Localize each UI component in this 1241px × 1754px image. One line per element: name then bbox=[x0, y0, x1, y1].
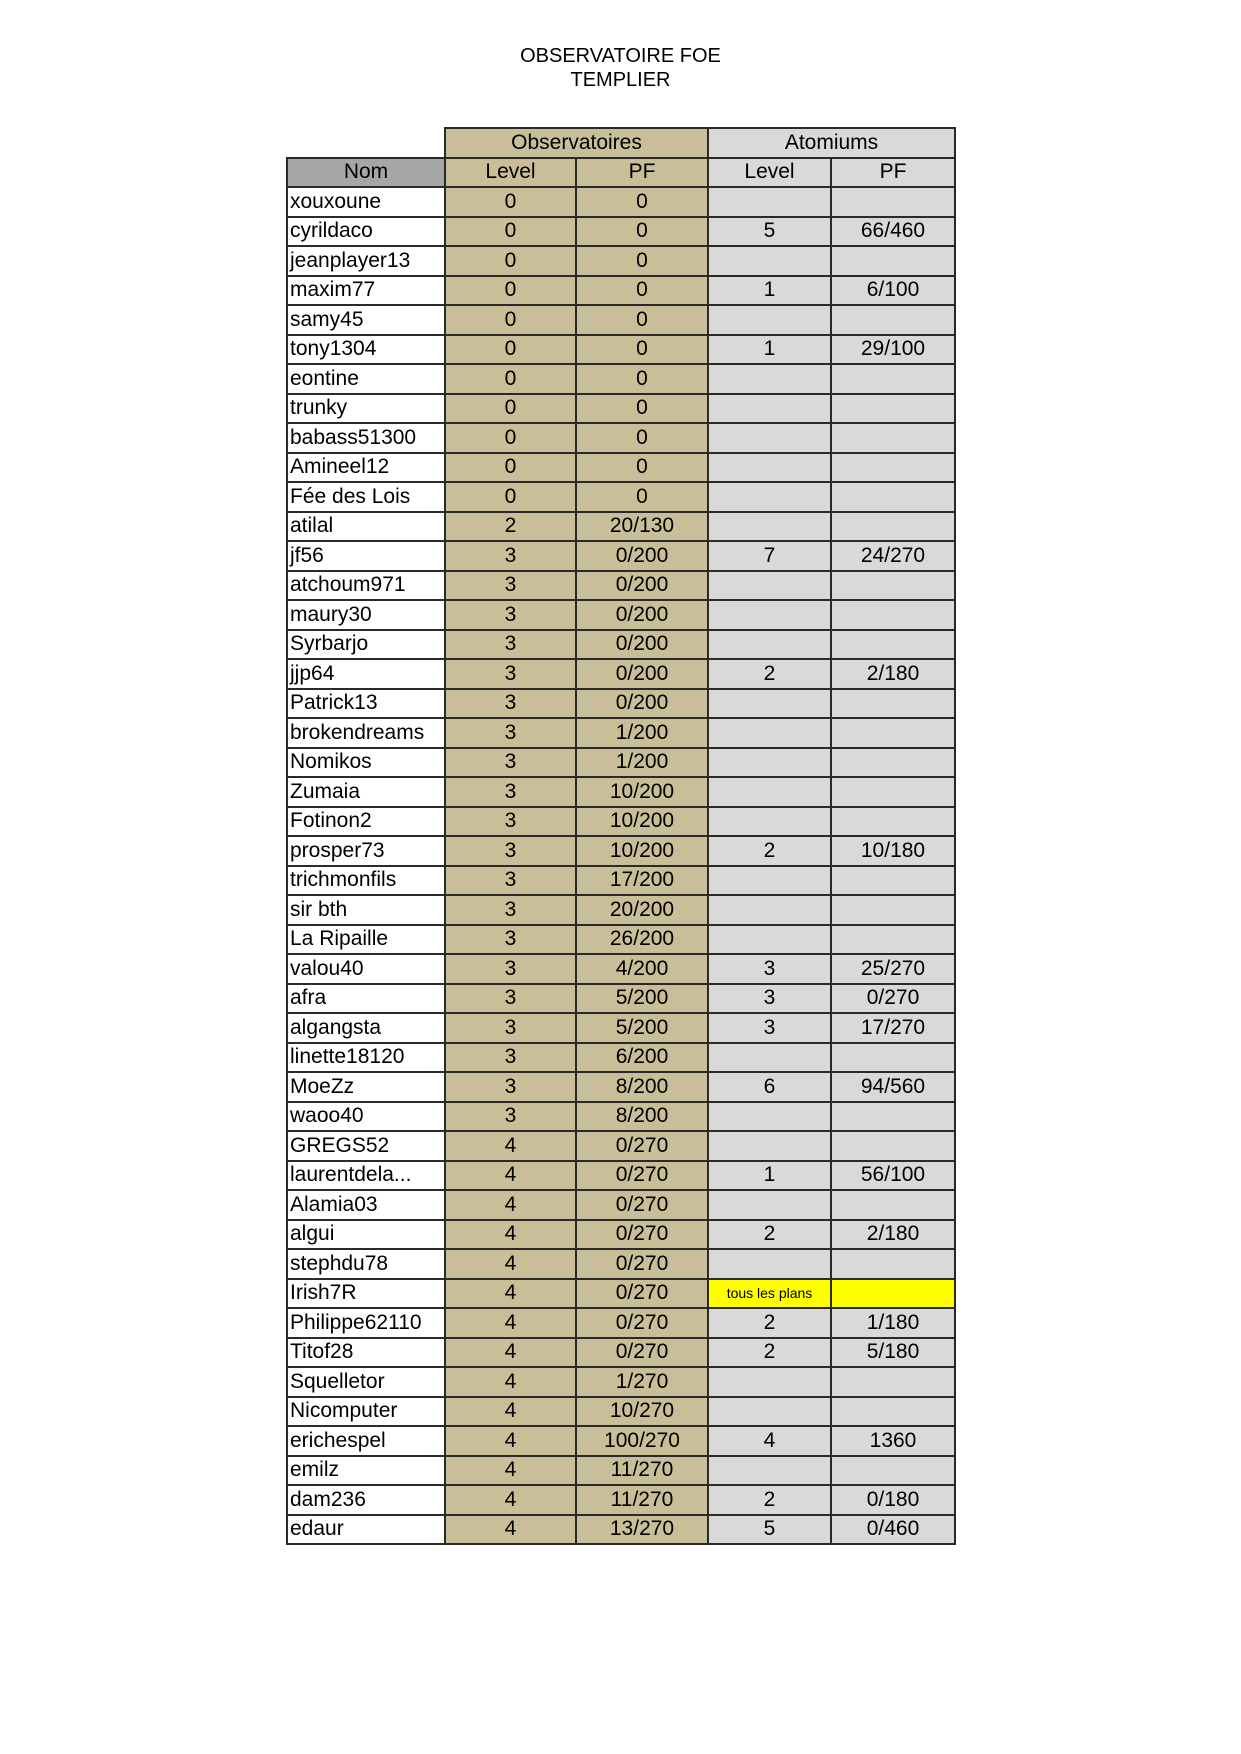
table-row bbox=[287, 1013, 955, 1043]
table-row bbox=[287, 718, 955, 748]
table-row bbox=[287, 1308, 955, 1338]
atom-pf-cell bbox=[831, 482, 955, 512]
atom-level-cell: 3 bbox=[708, 1013, 831, 1043]
table-row bbox=[287, 1220, 955, 1250]
player-name-cell: Fotinon2 bbox=[287, 807, 445, 837]
player-name-cell: Zumaia bbox=[287, 777, 445, 807]
atom-level-cell bbox=[708, 187, 831, 217]
observatoires-group-header: Observatoires bbox=[445, 128, 708, 158]
obs-pf-cell: 10/270 bbox=[576, 1397, 708, 1427]
obs-pf-cell: 1/270 bbox=[576, 1367, 708, 1397]
atom-level-cell bbox=[708, 718, 831, 748]
atom-level-cell: 3 bbox=[708, 984, 831, 1014]
atom-level-cell bbox=[708, 866, 831, 896]
obs-pf-cell: 10/200 bbox=[576, 777, 708, 807]
player-name-cell: algui bbox=[287, 1220, 445, 1250]
atom-pf-cell: 94/560 bbox=[831, 1072, 955, 1102]
obs-pf-cell: 0 bbox=[576, 394, 708, 424]
atom-pf-cell bbox=[831, 246, 955, 276]
atom-level-cell bbox=[708, 1367, 831, 1397]
player-name-cell: stephdu78 bbox=[287, 1249, 445, 1279]
atom-level-cell bbox=[708, 1131, 831, 1161]
obs-pf-cell: 0/270 bbox=[576, 1161, 708, 1191]
obs-level-cell: 4 bbox=[445, 1131, 576, 1161]
table-row bbox=[287, 659, 955, 689]
obs-level-cell: 3 bbox=[445, 807, 576, 837]
table-row bbox=[287, 512, 955, 542]
obs-pf-column-header: PF bbox=[576, 158, 708, 188]
player-name-cell: Syrbarjo bbox=[287, 630, 445, 660]
player-name-cell: jeanplayer13 bbox=[287, 246, 445, 276]
obs-level-cell: 4 bbox=[445, 1279, 576, 1309]
player-name-cell: jjp64 bbox=[287, 659, 445, 689]
atom-level-cell: 2 bbox=[708, 1338, 831, 1368]
obs-level-cell: 3 bbox=[445, 659, 576, 689]
player-name-cell: xouxoune bbox=[287, 187, 445, 217]
atom-level-cell bbox=[708, 423, 831, 453]
atom-pf-cell: 1/180 bbox=[831, 1308, 955, 1338]
obs-pf-cell: 8/200 bbox=[576, 1072, 708, 1102]
obs-level-cell: 0 bbox=[445, 453, 576, 483]
table-row bbox=[287, 1515, 955, 1545]
player-name-cell: jf56 bbox=[287, 541, 445, 571]
obs-level-cell: 4 bbox=[445, 1426, 576, 1456]
atom-level-cell bbox=[708, 777, 831, 807]
atom-pf-cell bbox=[831, 512, 955, 542]
atom-level-cell bbox=[708, 1043, 831, 1073]
atom-level-cell: 5 bbox=[708, 1515, 831, 1545]
atom-pf-column-header: PF bbox=[831, 158, 955, 188]
atom-pf-cell bbox=[831, 895, 955, 925]
obs-pf-cell: 0/270 bbox=[576, 1220, 708, 1250]
obs-pf-cell: 6/200 bbox=[576, 1043, 708, 1073]
title-line-2: TEMPLIER bbox=[570, 69, 671, 91]
table-row bbox=[287, 895, 955, 925]
atom-level-cell bbox=[708, 246, 831, 276]
atom-level-cell: 2 bbox=[708, 1220, 831, 1250]
atom-level-cell bbox=[708, 1190, 831, 1220]
atom-pf-cell bbox=[831, 1279, 955, 1309]
table-row bbox=[287, 1043, 955, 1073]
player-name-cell: brokendreams bbox=[287, 718, 445, 748]
obs-level-cell: 3 bbox=[445, 748, 576, 778]
column-header-row bbox=[287, 158, 955, 188]
obs-level-cell: 4 bbox=[445, 1515, 576, 1545]
player-name-cell: trunky bbox=[287, 394, 445, 424]
table-row bbox=[287, 1397, 955, 1427]
obs-level-cell: 0 bbox=[445, 246, 576, 276]
player-name-cell: laurentdela... bbox=[287, 1161, 445, 1191]
obs-pf-cell: 5/200 bbox=[576, 984, 708, 1014]
obs-level-cell: 4 bbox=[445, 1161, 576, 1191]
obs-pf-cell: 0/270 bbox=[576, 1131, 708, 1161]
table-row bbox=[287, 1161, 955, 1191]
atom-pf-cell bbox=[831, 394, 955, 424]
atom-level-cell: tous les plans bbox=[708, 1279, 831, 1309]
obs-pf-cell: 0/200 bbox=[576, 571, 708, 601]
atom-level-cell bbox=[708, 600, 831, 630]
obs-pf-cell: 0/200 bbox=[576, 541, 708, 571]
table-row bbox=[287, 571, 955, 601]
player-name-cell: waoo40 bbox=[287, 1102, 445, 1132]
obs-level-cell: 3 bbox=[445, 630, 576, 660]
player-name-cell: trichmonfils bbox=[287, 866, 445, 896]
table-row bbox=[287, 748, 955, 778]
obs-level-cell: 3 bbox=[445, 777, 576, 807]
obs-level-cell: 3 bbox=[445, 984, 576, 1014]
table-row bbox=[287, 836, 955, 866]
atom-pf-cell: 2/180 bbox=[831, 659, 955, 689]
obs-pf-cell: 10/200 bbox=[576, 807, 708, 837]
atom-pf-cell: 0/270 bbox=[831, 984, 955, 1014]
obs-level-cell: 0 bbox=[445, 187, 576, 217]
table-row bbox=[287, 954, 955, 984]
player-name-cell: Fée des Lois bbox=[287, 482, 445, 512]
obs-pf-cell: 8/200 bbox=[576, 1102, 708, 1132]
atom-pf-cell bbox=[831, 777, 955, 807]
obs-level-cell: 3 bbox=[445, 1013, 576, 1043]
player-name-cell: cyrildaco bbox=[287, 217, 445, 247]
obs-pf-cell: 11/270 bbox=[576, 1456, 708, 1486]
table-row bbox=[287, 1338, 955, 1368]
obs-level-cell: 3 bbox=[445, 925, 576, 955]
obs-level-cell: 4 bbox=[445, 1397, 576, 1427]
obs-pf-cell: 0/270 bbox=[576, 1279, 708, 1309]
atom-level-cell bbox=[708, 482, 831, 512]
obs-pf-cell: 0/270 bbox=[576, 1338, 708, 1368]
player-name-cell: tony1304 bbox=[287, 335, 445, 365]
atom-pf-cell: 10/180 bbox=[831, 836, 955, 866]
atom-pf-cell bbox=[831, 571, 955, 601]
atom-pf-cell bbox=[831, 453, 955, 483]
atom-level-cell: 7 bbox=[708, 541, 831, 571]
atom-pf-cell bbox=[831, 748, 955, 778]
atom-level-cell: 1 bbox=[708, 1161, 831, 1191]
table-row bbox=[287, 187, 955, 217]
atom-pf-cell bbox=[831, 364, 955, 394]
atom-pf-cell: 24/270 bbox=[831, 541, 955, 571]
obs-level-cell: 3 bbox=[445, 600, 576, 630]
obs-pf-cell: 0 bbox=[576, 453, 708, 483]
player-name-cell: emilz bbox=[287, 1456, 445, 1486]
table-row bbox=[287, 1190, 955, 1220]
table-row bbox=[287, 1485, 955, 1515]
atom-pf-cell bbox=[831, 1043, 955, 1073]
atom-level-cell bbox=[708, 364, 831, 394]
obs-pf-cell: 0 bbox=[576, 423, 708, 453]
player-name-cell: babass51300 bbox=[287, 423, 445, 453]
player-name-cell: Squelletor bbox=[287, 1367, 445, 1397]
obs-pf-cell: 11/270 bbox=[576, 1485, 708, 1515]
table-row bbox=[287, 807, 955, 837]
obs-level-cell: 0 bbox=[445, 276, 576, 306]
player-name-cell: sir bth bbox=[287, 895, 445, 925]
table-row bbox=[287, 984, 955, 1014]
atom-level-cell: 3 bbox=[708, 954, 831, 984]
obs-pf-cell: 0/200 bbox=[576, 600, 708, 630]
obs-level-cell: 3 bbox=[445, 1072, 576, 1102]
player-name-cell: edaur bbox=[287, 1515, 445, 1545]
obs-level-cell: 4 bbox=[445, 1249, 576, 1279]
obs-pf-cell: 0/200 bbox=[576, 689, 708, 719]
obs-pf-cell: 20/130 bbox=[576, 512, 708, 542]
table-row bbox=[287, 866, 955, 896]
table-row bbox=[287, 482, 955, 512]
obs-level-cell: 3 bbox=[445, 866, 576, 896]
atom-level-cell bbox=[708, 689, 831, 719]
player-name-cell: Nicomputer bbox=[287, 1397, 445, 1427]
atom-level-cell bbox=[708, 1397, 831, 1427]
atom-pf-cell: 25/270 bbox=[831, 954, 955, 984]
obs-level-cell: 4 bbox=[445, 1308, 576, 1338]
obs-level-cell: 0 bbox=[445, 482, 576, 512]
atom-level-cell bbox=[708, 895, 831, 925]
obs-pf-cell: 13/270 bbox=[576, 1515, 708, 1545]
atom-pf-cell bbox=[831, 1102, 955, 1132]
atom-pf-cell: 6/100 bbox=[831, 276, 955, 306]
obs-level-cell: 0 bbox=[445, 364, 576, 394]
nom-column-header: Nom bbox=[287, 158, 445, 188]
atom-level-cell bbox=[708, 512, 831, 542]
atom-level-cell: 2 bbox=[708, 836, 831, 866]
atom-level-cell bbox=[708, 1102, 831, 1132]
atom-pf-cell bbox=[831, 1367, 955, 1397]
table-row bbox=[287, 1102, 955, 1132]
table-row bbox=[287, 305, 955, 335]
obs-level-cell: 4 bbox=[445, 1220, 576, 1250]
obs-pf-cell: 0/200 bbox=[576, 659, 708, 689]
atom-pf-cell: 0/460 bbox=[831, 1515, 955, 1545]
table-row bbox=[287, 1426, 955, 1456]
player-name-cell: Titof28 bbox=[287, 1338, 445, 1368]
atom-level-cell: 6 bbox=[708, 1072, 831, 1102]
table-row bbox=[287, 1249, 955, 1279]
obs-pf-cell: 5/200 bbox=[576, 1013, 708, 1043]
obs-level-cell: 3 bbox=[445, 571, 576, 601]
obs-pf-cell: 0 bbox=[576, 364, 708, 394]
atom-pf-cell bbox=[831, 305, 955, 335]
player-name-cell: eontine bbox=[287, 364, 445, 394]
obs-level-cell: 0 bbox=[445, 335, 576, 365]
obs-level-column-header: Level bbox=[445, 158, 576, 188]
obs-level-cell: 4 bbox=[445, 1485, 576, 1515]
table-row bbox=[287, 541, 955, 571]
atom-pf-cell bbox=[831, 1131, 955, 1161]
atom-pf-cell bbox=[831, 1456, 955, 1486]
obs-pf-cell: 100/270 bbox=[576, 1426, 708, 1456]
atom-level-cell bbox=[708, 1456, 831, 1486]
obs-pf-cell: 17/200 bbox=[576, 866, 708, 896]
obs-level-cell: 3 bbox=[445, 1043, 576, 1073]
table-row bbox=[287, 1072, 955, 1102]
atom-pf-cell bbox=[831, 1397, 955, 1427]
obs-level-cell: 2 bbox=[445, 512, 576, 542]
player-name-cell: GREGS52 bbox=[287, 1131, 445, 1161]
atom-level-cell: 4 bbox=[708, 1426, 831, 1456]
atom-level-cell bbox=[708, 925, 831, 955]
player-name-cell: Irish7R bbox=[287, 1279, 445, 1309]
atom-level-cell bbox=[708, 305, 831, 335]
table-row bbox=[287, 217, 955, 247]
player-name-cell: La Ripaille bbox=[287, 925, 445, 955]
atom-pf-cell bbox=[831, 187, 955, 217]
table-row bbox=[287, 600, 955, 630]
atom-level-cell: 2 bbox=[708, 1308, 831, 1338]
obs-pf-cell: 0 bbox=[576, 246, 708, 276]
atom-pf-cell: 2/180 bbox=[831, 1220, 955, 1250]
player-name-cell: maxim77 bbox=[287, 276, 445, 306]
atom-pf-cell bbox=[831, 866, 955, 896]
obs-level-cell: 4 bbox=[445, 1456, 576, 1486]
table-row bbox=[287, 1367, 955, 1397]
atom-level-cell bbox=[708, 748, 831, 778]
atom-level-cell bbox=[708, 394, 831, 424]
atom-pf-cell bbox=[831, 807, 955, 837]
obs-pf-cell: 0 bbox=[576, 187, 708, 217]
atom-pf-cell: 0/180 bbox=[831, 1485, 955, 1515]
obs-pf-cell: 0/270 bbox=[576, 1190, 708, 1220]
title-line-1: OBSERVATOIRE FOE bbox=[520, 45, 721, 67]
obs-pf-cell: 4/200 bbox=[576, 954, 708, 984]
atom-pf-cell: 5/180 bbox=[831, 1338, 955, 1368]
obs-level-cell: 3 bbox=[445, 541, 576, 571]
table-body bbox=[287, 187, 955, 1544]
atom-pf-cell bbox=[831, 600, 955, 630]
atom-pf-cell bbox=[831, 689, 955, 719]
table-row bbox=[287, 276, 955, 306]
obs-level-cell: 3 bbox=[445, 954, 576, 984]
group-header-row bbox=[287, 128, 955, 158]
atom-pf-cell bbox=[831, 423, 955, 453]
player-name-cell: MoeZz bbox=[287, 1072, 445, 1102]
table-row bbox=[287, 246, 955, 276]
atom-pf-cell: 56/100 bbox=[831, 1161, 955, 1191]
obs-pf-cell: 0 bbox=[576, 482, 708, 512]
obs-level-cell: 3 bbox=[445, 1102, 576, 1132]
document-title bbox=[0, 44, 1241, 92]
obs-level-cell: 3 bbox=[445, 718, 576, 748]
atom-pf-cell: 66/460 bbox=[831, 217, 955, 247]
table-row bbox=[287, 630, 955, 660]
obs-pf-cell: 26/200 bbox=[576, 925, 708, 955]
obs-level-cell: 4 bbox=[445, 1367, 576, 1397]
obs-level-cell: 4 bbox=[445, 1190, 576, 1220]
header-blank-cell bbox=[287, 128, 445, 158]
obs-pf-cell: 20/200 bbox=[576, 895, 708, 925]
atom-pf-cell bbox=[831, 925, 955, 955]
player-name-cell: algangsta bbox=[287, 1013, 445, 1043]
atom-level-cell bbox=[708, 1249, 831, 1279]
table-row bbox=[287, 453, 955, 483]
atom-level-cell: 5 bbox=[708, 217, 831, 247]
table-row bbox=[287, 1131, 955, 1161]
player-name-cell: atilal bbox=[287, 512, 445, 542]
player-name-cell: prosper73 bbox=[287, 836, 445, 866]
player-name-cell: valou40 bbox=[287, 954, 445, 984]
table-row bbox=[287, 1456, 955, 1486]
table-row bbox=[287, 423, 955, 453]
player-name-cell: maury30 bbox=[287, 600, 445, 630]
atom-level-cell: 2 bbox=[708, 1485, 831, 1515]
atom-pf-cell: 1360 bbox=[831, 1426, 955, 1456]
player-name-cell: dam236 bbox=[287, 1485, 445, 1515]
table-row bbox=[287, 777, 955, 807]
obs-pf-cell: 0 bbox=[576, 335, 708, 365]
atom-pf-cell bbox=[831, 1249, 955, 1279]
atom-level-column-header: Level bbox=[708, 158, 831, 188]
table-row bbox=[287, 1279, 955, 1309]
obs-level-cell: 0 bbox=[445, 217, 576, 247]
atom-pf-cell bbox=[831, 1190, 955, 1220]
obs-pf-cell: 0/270 bbox=[576, 1249, 708, 1279]
player-name-cell: samy45 bbox=[287, 305, 445, 335]
obs-level-cell: 3 bbox=[445, 689, 576, 719]
table-row bbox=[287, 394, 955, 424]
table-row bbox=[287, 925, 955, 955]
obs-level-cell: 0 bbox=[445, 394, 576, 424]
player-name-cell: Amineel12 bbox=[287, 453, 445, 483]
obs-level-cell: 0 bbox=[445, 305, 576, 335]
atom-level-cell: 1 bbox=[708, 276, 831, 306]
atom-level-cell: 2 bbox=[708, 659, 831, 689]
player-name-cell: Nomikos bbox=[287, 748, 445, 778]
player-name-cell: erichespel bbox=[287, 1426, 445, 1456]
obs-pf-cell: 0 bbox=[576, 305, 708, 335]
atom-level-cell bbox=[708, 453, 831, 483]
table-row bbox=[287, 335, 955, 365]
members-table bbox=[286, 127, 956, 1545]
player-name-cell: atchoum971 bbox=[287, 571, 445, 601]
obs-pf-cell: 0/270 bbox=[576, 1308, 708, 1338]
player-name-cell: linette18120 bbox=[287, 1043, 445, 1073]
player-name-cell: afra bbox=[287, 984, 445, 1014]
player-name-cell: Philippe62110 bbox=[287, 1308, 445, 1338]
obs-pf-cell: 0 bbox=[576, 276, 708, 306]
atomiums-group-header: Atomiums bbox=[708, 128, 955, 158]
obs-pf-cell: 0/200 bbox=[576, 630, 708, 660]
atom-level-cell bbox=[708, 571, 831, 601]
atom-level-cell bbox=[708, 807, 831, 837]
obs-level-cell: 3 bbox=[445, 895, 576, 925]
atom-level-cell: 1 bbox=[708, 335, 831, 365]
obs-level-cell: 4 bbox=[445, 1338, 576, 1368]
obs-level-cell: 3 bbox=[445, 836, 576, 866]
obs-pf-cell: 10/200 bbox=[576, 836, 708, 866]
atom-level-cell bbox=[708, 630, 831, 660]
obs-pf-cell: 0 bbox=[576, 217, 708, 247]
atom-pf-cell: 17/270 bbox=[831, 1013, 955, 1043]
table-row bbox=[287, 364, 955, 394]
atom-pf-cell: 29/100 bbox=[831, 335, 955, 365]
atom-pf-cell bbox=[831, 718, 955, 748]
obs-pf-cell: 1/200 bbox=[576, 718, 708, 748]
player-name-cell: Alamia03 bbox=[287, 1190, 445, 1220]
obs-pf-cell: 1/200 bbox=[576, 748, 708, 778]
table-row bbox=[287, 689, 955, 719]
atom-pf-cell bbox=[831, 630, 955, 660]
player-name-cell: Patrick13 bbox=[287, 689, 445, 719]
obs-level-cell: 0 bbox=[445, 423, 576, 453]
